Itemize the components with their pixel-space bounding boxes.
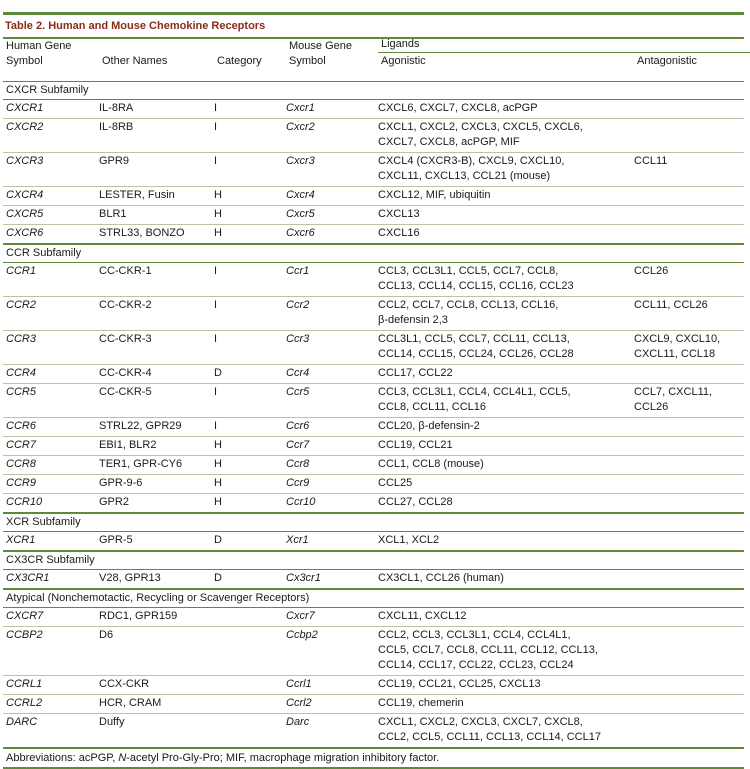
antagonistic-cell xyxy=(634,456,744,475)
human-gene-cell: CCRL1 xyxy=(3,676,99,695)
other-names-cell: CCX-CKR xyxy=(99,676,214,695)
antagonistic-cell xyxy=(634,494,744,514)
subfamily-row xyxy=(3,244,744,263)
agonistic-line: CCL25 xyxy=(378,477,413,489)
table-row xyxy=(3,608,744,627)
other-names-cell: GPR-5 xyxy=(99,532,214,552)
category-cell: H xyxy=(214,494,286,514)
human-gene-cell: CXCR2 xyxy=(3,119,99,153)
agonistic-line: CCL3, CCL3L1, CCL4, CCL4L1, CCL5, xyxy=(378,386,571,398)
category-cell: I xyxy=(214,297,286,331)
table-title: Table 2. Human and Mouse Chemokine Receptors xyxy=(5,20,266,32)
agonistic-line: CXCL1, CXCL2, CXCL3, CXCL5, CXCL6, xyxy=(378,121,583,133)
human-gene-cell: CCR3 xyxy=(3,331,99,365)
agonistic-line: CCL27, CCL28 xyxy=(378,496,453,508)
antagonistic-cell xyxy=(634,119,744,153)
antagonistic-cell xyxy=(634,714,744,749)
antagonistic-cell xyxy=(634,384,744,418)
human-gene-cell: CCR8 xyxy=(3,456,99,475)
table-row xyxy=(3,570,744,590)
table-row xyxy=(3,119,744,153)
agonistic-line: CCL19, chemerin xyxy=(378,697,464,709)
category-cell: H xyxy=(214,225,286,245)
table-header xyxy=(3,39,744,81)
other-names-cell: CC-CKR-3 xyxy=(99,331,214,365)
mouse-gene-cell: Cxcr6 xyxy=(286,225,378,245)
antagonistic-line: CCL11 xyxy=(634,155,668,167)
category-cell: D xyxy=(214,365,286,384)
other-names-cell: D6 xyxy=(99,627,214,676)
agonistic-line: CCL3, CCL3L1, CCL5, CCL7, CCL8, xyxy=(378,265,559,277)
human-gene-cell: CXCR5 xyxy=(3,206,99,225)
agonistic-cell xyxy=(378,475,634,494)
table-row xyxy=(3,365,744,384)
subfamily-label: XCR Subfamily xyxy=(3,513,744,532)
footnote-pre: Abbreviations: acPGP, xyxy=(6,752,119,764)
agonistic-cell xyxy=(378,695,634,714)
antagonistic-cell xyxy=(634,608,744,627)
agonistic-line: CXCL16 xyxy=(378,227,420,239)
antagonistic-cell xyxy=(634,225,744,245)
human-gene-cell: CCR7 xyxy=(3,437,99,456)
human-gene-cell: CXCR7 xyxy=(3,608,99,627)
table-row xyxy=(3,225,744,245)
category-cell xyxy=(214,695,286,714)
mouse-gene-cell: Ccr7 xyxy=(286,437,378,456)
human-gene-cell: CX3CR1 xyxy=(3,570,99,590)
agonistic-cell xyxy=(378,608,634,627)
table-row xyxy=(3,695,744,714)
header-symbol: Symbol xyxy=(6,55,43,67)
mouse-gene-cell: Cx3cr1 xyxy=(286,570,378,590)
other-names-cell: Duffy xyxy=(99,714,214,749)
category-cell: H xyxy=(214,437,286,456)
mouse-gene-cell: Ccrl1 xyxy=(286,676,378,695)
antagonistic-line: CCL26 xyxy=(634,401,669,413)
mouse-gene-cell: Ccr6 xyxy=(286,418,378,437)
agonistic-line: CCL17, CCL22 xyxy=(378,367,453,379)
human-gene-cell: CCRL2 xyxy=(3,695,99,714)
agonistic-line: CX3CL1, CCL26 (human) xyxy=(378,572,504,584)
agonistic-line: CCL19, CCL21, CCL25, CXCL13 xyxy=(378,678,541,690)
antagonistic-cell xyxy=(634,532,744,552)
table-row xyxy=(3,384,744,418)
category-cell: I xyxy=(214,384,286,418)
antagonistic-line: CCL7, CXCL11, xyxy=(634,386,713,398)
mouse-gene-cell: Ccr10 xyxy=(286,494,378,514)
mouse-gene-cell: Cxcr3 xyxy=(286,153,378,187)
footnote xyxy=(3,749,744,767)
category-cell: D xyxy=(214,532,286,552)
footnote-italic: N xyxy=(118,752,127,764)
agonistic-line: CCL14, CCL17, CCL22, CCL23, CCL24 xyxy=(378,659,574,671)
human-gene-cell: CCR5 xyxy=(3,384,99,418)
antagonistic-cell xyxy=(634,627,744,676)
agonistic-cell xyxy=(378,714,634,749)
category-cell: I xyxy=(214,418,286,437)
agonistic-cell xyxy=(378,627,634,676)
antagonistic-cell xyxy=(634,437,744,456)
header-mouse-gene: Mouse Gene xyxy=(289,40,352,52)
other-names-cell: GPR-9-6 xyxy=(99,475,214,494)
antagonistic-line: CCL11, CCL26 xyxy=(634,299,708,311)
category-cell: I xyxy=(214,263,286,297)
table-row xyxy=(3,418,744,437)
agonistic-cell xyxy=(378,570,634,590)
table-row xyxy=(3,331,744,365)
human-gene-cell: CCR9 xyxy=(3,475,99,494)
mouse-gene-cell: Ccr3 xyxy=(286,331,378,365)
category-cell: H xyxy=(214,206,286,225)
table-row xyxy=(3,263,744,297)
mouse-gene-cell: Ccr9 xyxy=(286,475,378,494)
human-gene-cell: CXCR6 xyxy=(3,225,99,245)
human-gene-cell: CXCR3 xyxy=(3,153,99,187)
header-mouse-symbol: Symbol xyxy=(289,55,326,67)
mouse-gene-cell: Ccr2 xyxy=(286,297,378,331)
agonistic-cell xyxy=(378,153,634,187)
header-antagonistic: Antagonistic xyxy=(637,55,697,67)
human-gene-cell: CCR6 xyxy=(3,418,99,437)
antagonistic-cell xyxy=(634,297,744,331)
other-names-cell: IL-8RB xyxy=(99,119,214,153)
antagonistic-cell xyxy=(634,331,744,365)
mouse-gene-cell: Ccbp2 xyxy=(286,627,378,676)
mouse-gene-cell: Ccr5 xyxy=(286,384,378,418)
subfamily-row xyxy=(3,551,744,570)
antagonistic-cell xyxy=(634,206,744,225)
antagonistic-cell xyxy=(634,570,744,590)
table-row xyxy=(3,100,744,119)
agonistic-line: CXCL12, MIF, ubiquitin xyxy=(378,189,491,201)
other-names-cell: HCR, CRAM xyxy=(99,695,214,714)
receptor-table xyxy=(3,82,744,749)
category-cell: D xyxy=(214,570,286,590)
other-names-cell: CC-CKR-1 xyxy=(99,263,214,297)
other-names-cell: IL-8RA xyxy=(99,100,214,119)
subfamily-label: CX3CR Subfamily xyxy=(3,551,744,570)
agonistic-cell xyxy=(378,225,634,245)
table-row xyxy=(3,456,744,475)
antagonistic-cell xyxy=(634,475,744,494)
header-agonistic: Agonistic xyxy=(381,55,426,67)
agonistic-cell xyxy=(378,384,634,418)
antagonistic-line: CXCL11, CCL18 xyxy=(634,348,716,360)
ligands-rule xyxy=(378,52,750,53)
agonistic-cell xyxy=(378,187,634,206)
other-names-cell: EBI1, BLR2 xyxy=(99,437,214,456)
table-row xyxy=(3,153,744,187)
agonistic-line: CCL5, CCL7, CCL8, CCL11, CCL12, CCL13, xyxy=(378,644,598,656)
agonistic-line: CCL2, CCL3, CCL3L1, CCL4, CCL4L1, xyxy=(378,629,571,641)
agonistic-line: CXCL1, CXCL2, CXCL3, CXCL7, CXCL8, xyxy=(378,716,583,728)
agonistic-cell xyxy=(378,676,634,695)
agonistic-line: CCL13, CCL14, CCL15, CCL16, CCL23 xyxy=(378,280,574,292)
agonistic-line: CCL20, β-defensin-2 xyxy=(378,420,480,432)
other-names-cell: BLR1 xyxy=(99,206,214,225)
agonistic-line: CCL1, CCL8 (mouse) xyxy=(378,458,484,470)
agonistic-cell xyxy=(378,263,634,297)
category-cell xyxy=(214,627,286,676)
agonistic-line: CCL8, CCL11, CCL16 xyxy=(378,401,487,413)
mouse-gene-cell: Cxcr1 xyxy=(286,100,378,119)
agonistic-line: CXCL4 (CXCR3-B), CXCL9, CXCL10, xyxy=(378,155,565,167)
footnote-post: -acetyl Pro-Gly-Pro; MIF, macrophage migration inhibitory factor. xyxy=(126,752,440,764)
agonistic-cell xyxy=(378,100,634,119)
category-cell xyxy=(214,676,286,695)
subfamily-label: CCR Subfamily xyxy=(3,244,744,263)
mouse-gene-cell: Xcr1 xyxy=(286,532,378,552)
antagonistic-cell xyxy=(634,187,744,206)
antagonistic-cell xyxy=(634,418,744,437)
other-names-cell: V28, GPR13 xyxy=(99,570,214,590)
table-row xyxy=(3,494,744,514)
mouse-gene-cell: Cxcr5 xyxy=(286,206,378,225)
agonistic-cell xyxy=(378,437,634,456)
subfamily-row xyxy=(3,82,744,100)
agonistic-cell xyxy=(378,331,634,365)
header-ligands: Ligands xyxy=(381,38,420,50)
table-row xyxy=(3,532,744,552)
mouse-gene-cell: Cxcr2 xyxy=(286,119,378,153)
subfamily-label: CXCR Subfamily xyxy=(3,82,744,100)
mouse-gene-cell: Ccrl2 xyxy=(286,695,378,714)
category-cell: I xyxy=(214,331,286,365)
antagonistic-cell xyxy=(634,153,744,187)
table-row xyxy=(3,627,744,676)
other-names-cell: CC-CKR-2 xyxy=(99,297,214,331)
agonistic-line: CXCL13 xyxy=(378,208,420,220)
mouse-gene-cell: Cxcr7 xyxy=(286,608,378,627)
category-cell: I xyxy=(214,153,286,187)
category-cell xyxy=(214,714,286,749)
antagonistic-cell xyxy=(634,263,744,297)
human-gene-cell: CXCR1 xyxy=(3,100,99,119)
table-row xyxy=(3,187,744,206)
table-row xyxy=(3,206,744,225)
header-category: Category xyxy=(217,55,262,67)
mouse-gene-cell: Ccr4 xyxy=(286,365,378,384)
human-gene-cell: CCR10 xyxy=(3,494,99,514)
agonistic-cell xyxy=(378,418,634,437)
subfamily-row xyxy=(3,513,744,532)
agonistic-line: XCL1, XCL2 xyxy=(378,534,440,546)
agonistic-line: CCL2, CCL5, CCL11, CCL13, CCL14, CCL17 xyxy=(378,731,601,743)
agonistic-cell xyxy=(378,206,634,225)
category-cell: H xyxy=(214,187,286,206)
agonistic-line: CXCL11, CXCL13, CCL21 (mouse) xyxy=(378,170,551,182)
agonistic-line: CXCL7, CXCL8, acPGP, MIF xyxy=(378,136,520,148)
category-cell: I xyxy=(214,100,286,119)
other-names-cell: GPR9 xyxy=(99,153,214,187)
agonistic-line: CCL2, CCL7, CCL8, CCL13, CCL16, xyxy=(378,299,559,311)
human-gene-cell: CCR1 xyxy=(3,263,99,297)
header-human-gene: Human Gene xyxy=(6,40,72,52)
agonistic-cell xyxy=(378,532,634,552)
category-cell: I xyxy=(214,119,286,153)
human-gene-cell: XCR1 xyxy=(3,532,99,552)
other-names-cell: LESTER, Fusin xyxy=(99,187,214,206)
human-gene-cell: CCBP2 xyxy=(3,627,99,676)
other-names-cell: STRL33, BONZO xyxy=(99,225,214,245)
agonistic-line: CCL14, CCL15, CCL24, CCL26, CCL28 xyxy=(378,348,574,360)
mouse-gene-cell: Darc xyxy=(286,714,378,749)
antagonistic-cell xyxy=(634,100,744,119)
agonistic-line: CXCL6, CXCL7, CXCL8, acPGP xyxy=(378,102,538,114)
human-gene-cell: CXCR4 xyxy=(3,187,99,206)
antagonistic-cell xyxy=(634,695,744,714)
agonistic-line: CXCL11, CXCL12 xyxy=(378,610,467,622)
category-cell xyxy=(214,608,286,627)
agonistic-cell xyxy=(378,494,634,514)
human-gene-cell: CCR4 xyxy=(3,365,99,384)
agonistic-cell xyxy=(378,297,634,331)
table-row xyxy=(3,676,744,695)
human-gene-cell: DARC xyxy=(3,714,99,749)
other-names-cell: CC-CKR-5 xyxy=(99,384,214,418)
header-other-names: Other Names xyxy=(102,55,168,67)
antagonistic-line: CCL26 xyxy=(634,265,669,277)
mouse-gene-cell: Ccr8 xyxy=(286,456,378,475)
antagonistic-cell xyxy=(634,365,744,384)
agonistic-line: CCL3L1, CCL5, CCL7, CCL11, CCL13, xyxy=(378,333,570,345)
agonistic-line: CCL19, CCL21 xyxy=(378,439,453,451)
agonistic-cell xyxy=(378,365,634,384)
other-names-cell: GPR2 xyxy=(99,494,214,514)
subfamily-label: Atypical (Nonchemotactic, Recycling or Scavenger Receptors) xyxy=(3,589,744,608)
other-names-cell: CC-CKR-4 xyxy=(99,365,214,384)
category-cell: H xyxy=(214,456,286,475)
table-row xyxy=(3,475,744,494)
agonistic-line: β-defensin 2,3 xyxy=(378,314,448,326)
category-cell: H xyxy=(214,475,286,494)
agonistic-cell xyxy=(378,119,634,153)
table-row xyxy=(3,297,744,331)
antagonistic-cell xyxy=(634,676,744,695)
table-container xyxy=(3,0,744,769)
table-row xyxy=(3,437,744,456)
mouse-gene-cell: Ccr1 xyxy=(286,263,378,297)
mouse-gene-cell: Cxcr4 xyxy=(286,187,378,206)
agonistic-cell xyxy=(378,456,634,475)
subfamily-row xyxy=(3,589,744,608)
human-gene-cell: CCR2 xyxy=(3,297,99,331)
other-names-cell: STRL22, GPR29 xyxy=(99,418,214,437)
antagonistic-line: CXCL9, CXCL10, xyxy=(634,333,721,345)
table-row xyxy=(3,714,744,749)
other-names-cell: RDC1, GPR159 xyxy=(99,608,214,627)
other-names-cell: TER1, GPR-CY6 xyxy=(99,456,214,475)
